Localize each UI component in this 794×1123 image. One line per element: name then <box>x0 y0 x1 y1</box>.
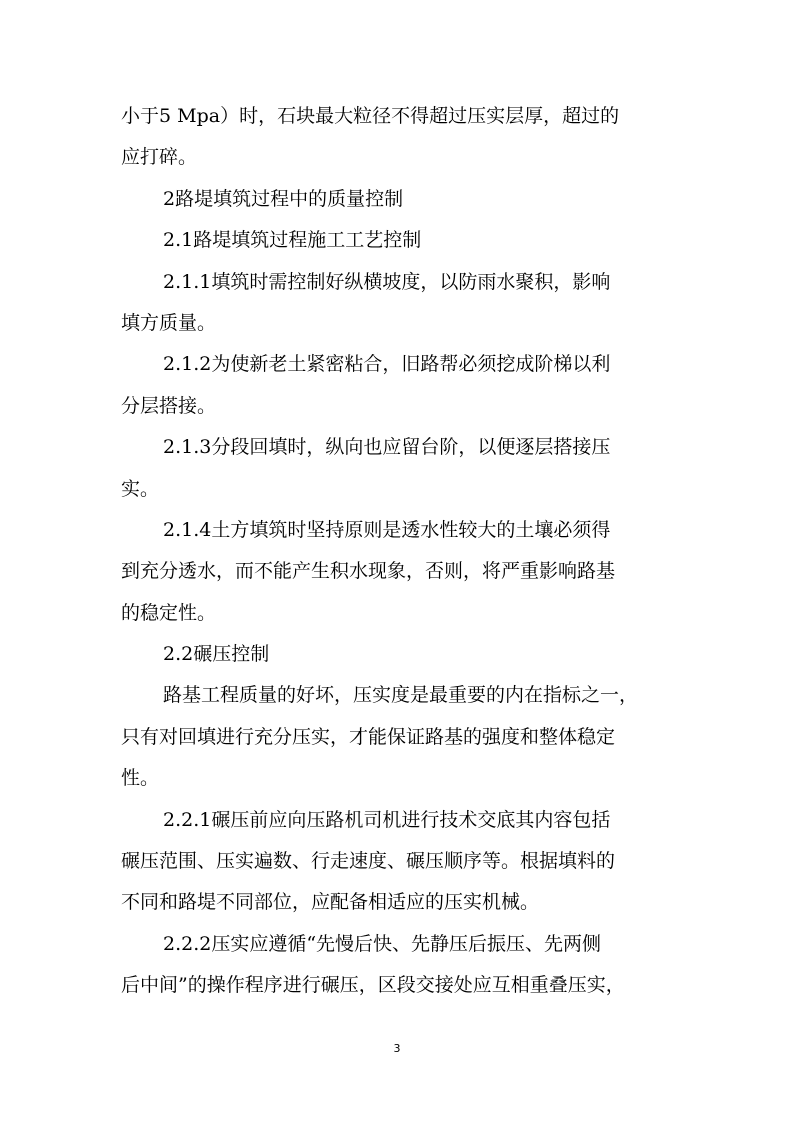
page-number: 3 <box>393 1042 401 1055</box>
text-line: 只有对回填进行充分压实，才能保证路基的强度和整体稳定 <box>121 725 616 748</box>
text-line: 的稳定性。 <box>121 601 217 624</box>
text-line: 2.2.2压实应遵循“先慢后快、先静压后振压、先两侧 <box>163 932 602 955</box>
text-line: 小于5 Mpa）时，石块最大粒径不得超过压实层厚，超过的 <box>121 105 620 127</box>
text-line: 分层搭接。 <box>121 394 217 417</box>
text-line: 2.1.1填筑时需控制好纵横坡度，以防雨水聚积，影响 <box>163 270 611 293</box>
text-line: 2.1.4土方填筑时坚持原则是透水性较大的土壤必须得 <box>163 518 611 541</box>
section-heading: 2路堤填筑过程中的质量控制 <box>163 187 404 210</box>
text-line: 2.1.3分段回填时，纵向也应留台阶，以便逐层搭接压 <box>163 436 611 459</box>
text-line: 路基工程质量的好坏，压实度是最重要的内在指标之一， <box>163 684 639 707</box>
subsection-heading: 2.1路堤填筑过程施工工艺控制 <box>163 229 422 252</box>
text-line: 到充分透水，而不能产生积水现象，否则，将严重影响路基 <box>121 560 616 583</box>
text-line: 2.1.2为使新老土紧密粘合，旧路帮必须挖成阶梯以利 <box>163 353 611 376</box>
text-line: 填方质量。 <box>121 311 217 334</box>
text-line: 后中间”的操作程序进行碾压，区段交接处应互相重叠压实， <box>121 974 625 997</box>
text-line: 碾压范围、压实遍数、行走速度、碾压顺序等。根据填料的 <box>121 850 616 873</box>
text-line: 性。 <box>121 767 160 790</box>
body-text <box>121 96 673 1007</box>
subsection-heading: 2.2碾压控制 <box>163 643 270 666</box>
text-line: 不同和路堤不同部位，应配备相适应的压实机械。 <box>121 891 540 914</box>
text-line: 2.2.1碾压前应向压路机司机进行技术交底其内容包括 <box>163 808 611 831</box>
text-line: 实。 <box>121 477 160 500</box>
text-line: 应打碎。 <box>121 146 198 169</box>
